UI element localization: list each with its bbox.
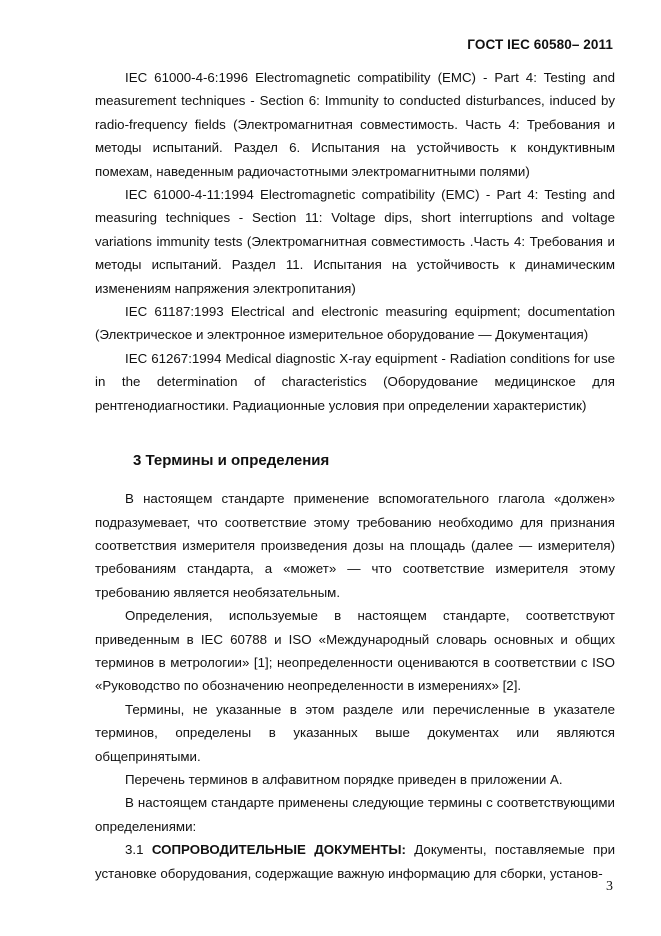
page-body bbox=[95, 66, 615, 885]
paragraph-terms-intro: В настоящем стандарте применены следующие термины с соответствующими определениями: bbox=[95, 795, 615, 834]
page-number: 3 bbox=[606, 879, 613, 894]
paragraph-alphabetical-index: Перечень терминов в алфавитном порядке приведен в приложении А. bbox=[125, 771, 563, 787]
paragraph-unlisted-terms: Термины, не указанные в этом разделе или перечисленные в указателе терминов, определены в указанных выше документах или являются общепринятыми. bbox=[95, 701, 615, 764]
section-title: 3 Термины и определения bbox=[133, 452, 330, 470]
reference-iec-61187: IEC 61187:1993 Electrical and electronic measuring equipment; documentation (Электрическое и электронное измерительное оборудование — Документация) bbox=[95, 304, 615, 343]
term-entry-3-1 bbox=[95, 838, 615, 885]
reference-iec-61000-4-11: IEC 61000-4-11:1994 Electromagnetic compatibility (EMC) - Part 4: Testing and measuring techniques - Section 11: Voltage dips, short interruptions and voltage variations immunity tests (Электромагнитная совместимость .Часть 4: Требования и методы испытаний. Раздел 11. Испытания на устойчивость к динамическим изменениям напряжения электропитания) bbox=[95, 187, 615, 296]
page-header-standard: ГОСТ IEC 60580– 2011 bbox=[467, 37, 613, 52]
paragraph-modal-verbs: В настоящем стандарте применение вспомогательного глагола «должен» подразумевает, что соответствие этому требованию необходимо для признания соответствия измерителя произведения дозы на площадь (далее — измерителя) требованиям стандарта, а «может» — что соответствие измерителя этому требованию является необязательным. bbox=[95, 491, 615, 600]
reference-iec-61000-4-6: IEC 61000-4-6:1996 Electromagnetic compatibility (EMC) - Part 4: Testing and measurement techniques - Section 6: Immunity to conducted disturbances, induced by radio-frequency fields (Электромагнитная совместимость. Часть 4: Требования и методы испытаний. Раздел 6. Испытания на устойчивость к кондуктивным помехам, наведенным радиочастотными электромагнитными полями) bbox=[95, 70, 615, 179]
term-definition: Документы, поставляемые при установке оборудования, содержащие важную информацию для сборки, установ- bbox=[95, 842, 616, 881]
term-number: 3.1 bbox=[125, 842, 144, 858]
term-name: СОПРОВОДИТЕЛЬНЫЕ ДОКУМЕНТЫ bbox=[151, 842, 402, 858]
term-separator: : bbox=[401, 842, 406, 858]
reference-iec-61267: IEC 61267:1994 Medical diagnostic X-ray equipment - Radiation conditions for use in the determination of characteristics (Оборудование медицинское для рентгенодиагностики. Радиационные условия при определении характеристик) bbox=[95, 350, 615, 413]
paragraph-definitions-sources: Определения, используемые в настоящем стандарте, соответствуют приведенным в IEC 60788 и ISO «Международный словарь основных и общих терминов в метрологии» [1]; неопределенности оцениваются в соответствии с ISO «Руководство по обозначению неопределенности в измерениях» [2]. bbox=[95, 608, 615, 694]
